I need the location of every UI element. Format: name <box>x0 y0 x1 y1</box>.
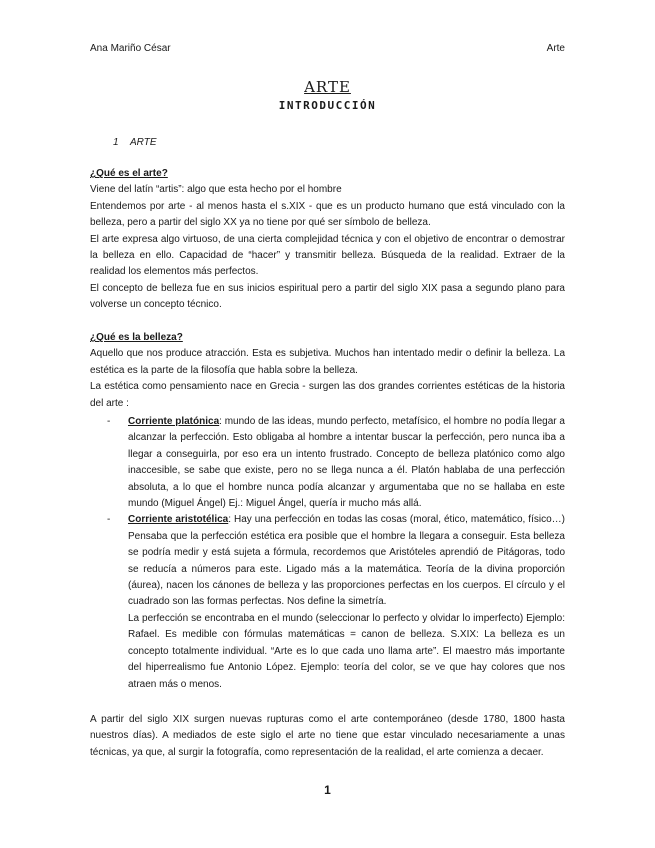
section-what-is-art <box>90 166 565 314</box>
bullet-list <box>90 414 565 693</box>
paragraph: Entendemos por arte - al menos hasta el s.XIX - que es un producto humano que está vinculado con la belleza, pero a partir del siglo XX ya no tiene por qué ser símbolo de belleza. <box>90 200 565 229</box>
heading-what-is-art: ¿Qué es el arte? <box>90 168 168 179</box>
section-number: 1 <box>113 137 119 148</box>
paragraph: Viene del latín “artis”: algo que esta hecho por el hombre <box>90 184 342 196</box>
heading-what-is-beauty: ¿Qué es la belleza? <box>90 332 183 343</box>
section-what-is-beauty <box>90 330 565 412</box>
bullet-dash: - <box>107 416 111 427</box>
bullet-item <box>90 414 565 512</box>
bullet-term: Corriente aristotélica <box>128 514 229 526</box>
paragraph: Aquello que nos produce atracción. Esta es subjetiva. Muchos han intentado medir o definir la belleza. La estética es la parte de la filosofía que habla sobre la belleza. <box>90 348 565 376</box>
bullet-continuation: La perfección se encontraba en el mundo (seleccionar lo perfecto y olvidar lo imperfecto) Ejemplo: Rafael. Es medible con fórmulas matemáticas = canon de belleza. S.XIX: La belleza es un concepto totalmente individual. “Arte es lo que cada uno llama arte”. El maestro más importante del hiperrealismo fue Antonio López. Ejemplo: teoría del color, se ve que hay colores que nos atraen más o menos. <box>128 612 565 690</box>
header-author: Ana Mariño César <box>90 43 171 54</box>
paragraph: A partir del siglo XIX surgen nuevas rupturas como el arte contemporáneo (desde 1780, 1800 hasta nuestros días). A mediados de este siglo el arte no tiene que estar vinculado necesariamente a unas técnicas, ya que, al surgir la fotografía, como representación de la realidad, el arte comienza a decaer. <box>90 714 565 758</box>
page-number: 1 <box>324 783 331 797</box>
document-title: ARTE <box>304 78 351 96</box>
closing-paragraph <box>90 712 565 761</box>
header-subject: Arte <box>546 43 565 54</box>
bullet-text: : mundo de las ideas, mundo perfecto, metafísico, el hombre no podía llegar a alcanzar la perfección. Esto obligaba al hombre a intentar buscar la perfección, pero nunca iba a llegar a conseguirla, por eso era un intento frustrado. Concepto de belleza platónico como algo inaccesible, se sabe que existe, pero no se llega nunca a él. Platón hablaba de una perfección absoluta, a lo que el hombre nunca podía alcanzar y argumentaba que no se hallaba en este mundo (Miguel Ángel) Ej.: Miguel Ángel, quería ir mucho más allá. <box>128 416 565 510</box>
paragraph: El concepto de belleza fue en sus inicios espiritual pero a partir del siglo XIX pasa a segundo plano para volverse un concepto técnico. <box>90 282 565 311</box>
paragraph: La estética como pensamiento nace en Grecia - surgen las dos grandes corrientes estéticas de la historia del arte : <box>90 381 565 409</box>
bullet-text: : Hay una perfección en todas las cosas (moral, ético, matemático, físico…) Pensaba que la perfección estética era posible que el hombre la llegara a conseguir. Esta belleza se podría medir y está sujeta a fórmula, recordemos que Aristóteles aprendió de Pitágoras, todo se reducía a números para este. Ligado más a la matemática. Teoría de la divina proporción (áurea), nacen los cánones de belleza y las proporciones perfectas en los cuerpos. El círculo y el cuadrado son las formas perfectas. Nos define la simetría. <box>128 514 565 608</box>
bullet-dash: - <box>107 514 111 526</box>
section-label: ARTE <box>130 137 157 148</box>
document-subtitle: INTRODUCCIÓN <box>278 99 377 112</box>
bullet-term: Corriente platónica <box>128 416 220 427</box>
paragraph: El arte expresa algo virtuoso, de una cierta complejidad técnica y con el objetivo de encontrar o demostrar la belleza en ello. Capacidad de “hacer” y transmitir belleza. Búsqueda de la realidad. Extraer de la realidad los elementos más perfectos. <box>90 233 565 278</box>
bullet-item <box>90 512 565 610</box>
